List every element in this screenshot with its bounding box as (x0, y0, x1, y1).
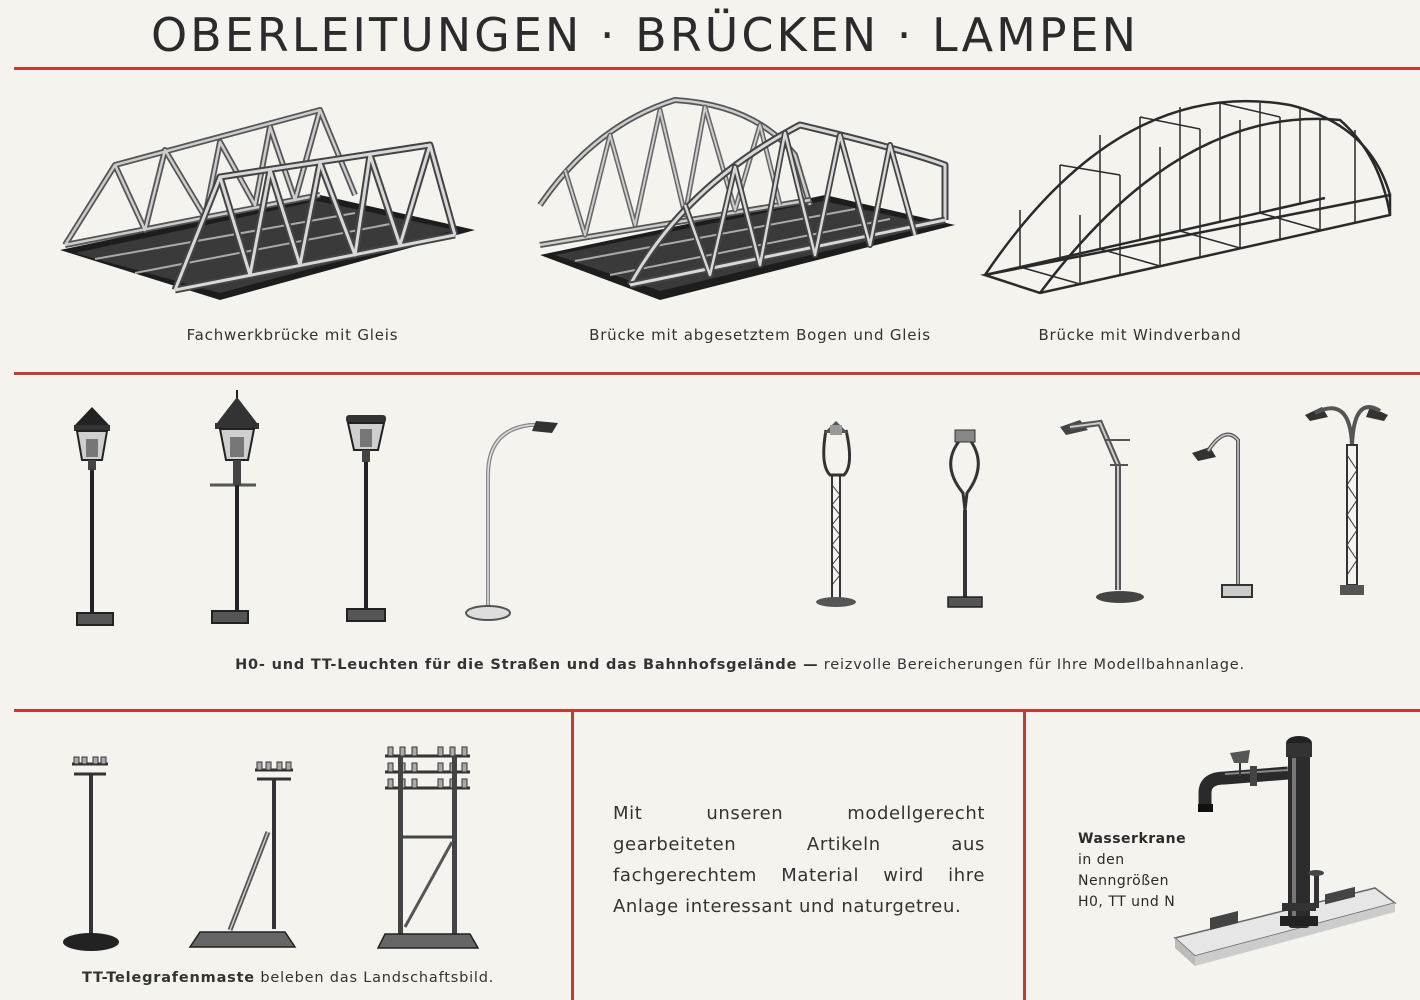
double-lattice-lamp (1305, 407, 1388, 595)
telegraph-caption-bold: TT-Telegrafenmaste (82, 970, 255, 986)
water-crane-caption-rest: in den Nenngrößen H0, TT und N (1078, 852, 1176, 910)
lattice-mast-lamp-1 (1060, 420, 1144, 603)
lamps-caption-bold: H0- und TT-Leuchten für die Straßen und das Bahnhofsgelände — (235, 657, 819, 673)
lamps-image (60, 385, 1410, 635)
lattice-lamp-1 (816, 421, 856, 607)
divider-lamps (14, 709, 1420, 712)
lamps-caption (150, 657, 1330, 673)
bridge-caption-2: Brücke mit abgesetztem Bogen und Gleis (589, 326, 931, 344)
lantern-lamp-1 (74, 407, 113, 625)
promo-text: Mit unseren modellgerecht gearbeiteten Artikeln aus fachgerechtem Material wird ihre Anlage interessant und naturgetreu. (613, 803, 985, 917)
lamps-caption-rest: reizvolle Bereicherungen für Ihre Modellbahnanlage. (823, 657, 1245, 673)
divider-vertical-left (571, 712, 574, 1000)
page-title: OBERLEITUNGEN · BRÜCKEN · LAMPEN (150, 8, 1140, 62)
water-crane-caption-bold: Wasserkrane (1078, 831, 1187, 847)
lantern-lamp-3 (346, 415, 386, 621)
telegraph-pole-3 (378, 747, 478, 948)
telegraph-caption (82, 970, 502, 986)
lantern-lamp-2 (210, 390, 259, 623)
telegraph-pole-1 (63, 757, 119, 951)
bridge-caption-3: Brücke mit Windverband (1038, 326, 1242, 344)
divider-bridges (14, 372, 1420, 375)
divider-vertical-right (1023, 712, 1026, 1000)
water-crane-image (1170, 728, 1405, 983)
telegraph-poles-image (60, 742, 490, 957)
telegraph-caption-rest: beleben das Landschaftsbild. (260, 970, 495, 986)
loop-lamp (948, 430, 982, 607)
bridge-caption-1: Fachwerkbrücke mit Gleis (186, 326, 399, 344)
windbraced-arch-bridge-image (980, 95, 1400, 300)
curved-mast-lamp (1192, 435, 1252, 597)
divider-top (14, 67, 1420, 70)
curved-street-lamp (466, 421, 558, 620)
arch-truss-bridge-image (535, 95, 955, 305)
telegraph-pole-2 (190, 762, 295, 947)
truss-bridge-image (55, 105, 475, 305)
